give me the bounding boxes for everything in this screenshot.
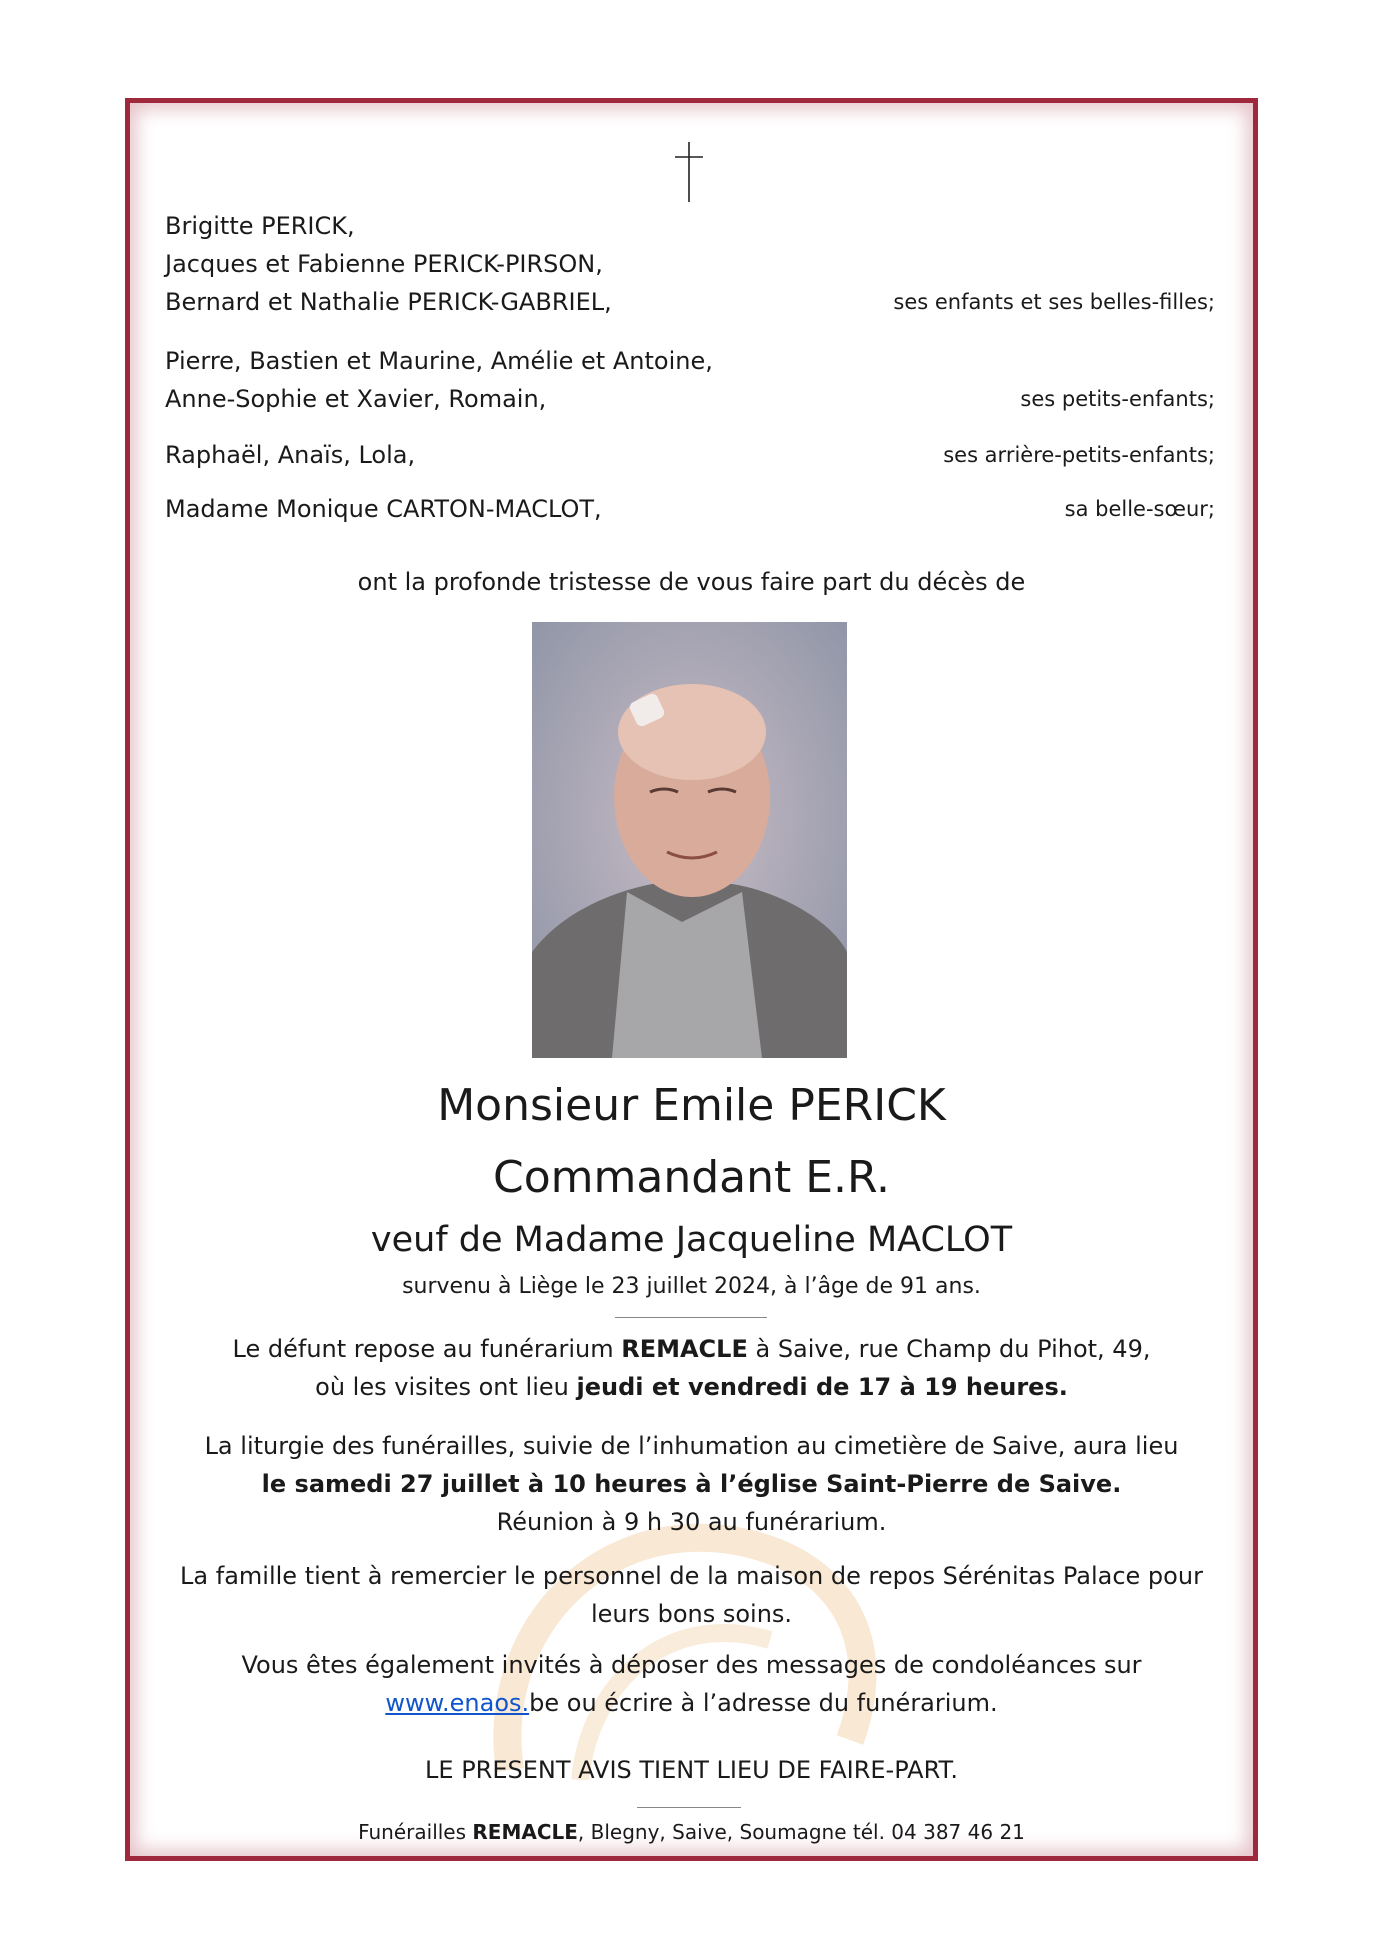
- liturgy-text: La liturgie des funérailles, suivie de l’inhumation au cimetière de Saive, aura lieu: [204, 1432, 1179, 1460]
- footer-text: Funérailles: [358, 1820, 473, 1844]
- family-name: Anne-Sophie et Xavier, Romain,: [165, 385, 547, 413]
- family-group-sister-in-law: [165, 490, 1215, 528]
- liturgy-paragraph: [125, 1427, 1258, 1541]
- deceased-title: Commandant E.R.: [492, 1152, 890, 1203]
- funeral-home-name: REMACLE: [621, 1335, 748, 1363]
- liturgy-date: samedi 27 juillet à 10 heures à l’église Saint-Pierre de Saive.: [294, 1470, 1122, 1498]
- family-name: Raphaël, Anaïs, Lola,: [165, 441, 416, 469]
- widow-of: veuf de Madame Jacqueline MACLOT: [370, 1220, 1013, 1260]
- thanks-text: La famille tient à remercier le personnel de la maison de repos Sérénitas Palace pour: [180, 1562, 1203, 1590]
- announcement-intro: ont la profonde tristesse de vous faire part du décès de: [357, 568, 1026, 596]
- divider: [615, 1317, 767, 1318]
- condolences-text: Vous êtes également invités à déposer des messages de condoléances sur: [241, 1651, 1142, 1679]
- repose-paragraph: [125, 1330, 1258, 1406]
- family-group-grandchildren: [165, 342, 1215, 418]
- thanks-paragraph: [125, 1557, 1258, 1633]
- notice-text: LE PRESENT AVIS TIENT LIEU DE FAIRE-PART.: [425, 1756, 958, 1784]
- meeting-text: Réunion à 9 h 30 au funérarium.: [496, 1508, 887, 1536]
- footer-contact: , Blegny, Saive, Soumagne tél. 04 387 46 21: [577, 1820, 1025, 1844]
- cross-icon: [671, 140, 707, 204]
- family-name: Madame Monique CARTON-MACLOT,: [165, 495, 602, 523]
- death-details: survenu à Liège le 23 juillet 2024, à l’âge de 91 ans.: [402, 1274, 981, 1299]
- divider: [637, 1807, 741, 1808]
- condolences-text: be ou écrire à l’adresse du funérarium.: [529, 1689, 998, 1717]
- deceased-name: Monsieur Emile PERICK: [437, 1080, 946, 1131]
- deceased-portrait-photo: [532, 622, 847, 1058]
- liturgy-le: le: [261, 1470, 295, 1498]
- family-group-children: [165, 207, 1215, 321]
- family-name: Bernard et Nathalie PERICK-GABRIEL,: [165, 288, 612, 316]
- family-name: Pierre, Bastien et Maurine, Amélie et Antoine,: [165, 347, 713, 375]
- family-relation: sa belle-sœur;: [1064, 497, 1215, 521]
- family-group-great-grandchildren: [165, 436, 1215, 474]
- family-relation: ses arrière-petits-enfants;: [943, 443, 1215, 467]
- footer: [125, 1817, 1258, 1847]
- family-name: Jacques et Fabienne PERICK-PIRSON,: [165, 250, 603, 278]
- repose-text: Le défunt repose au funérarium: [232, 1335, 622, 1363]
- footer-funeral-home: REMACLE: [472, 1820, 578, 1844]
- repose-address: à Saive, rue Champ du Pihot, 49,: [747, 1335, 1151, 1363]
- visits-text: où les visites ont lieu: [315, 1373, 577, 1401]
- family-relation: ses enfants et ses belles-filles;: [893, 290, 1215, 314]
- family-name: Brigitte PERICK,: [165, 212, 355, 240]
- family-relation: ses petits-enfants;: [1020, 387, 1215, 411]
- thanks-text: leurs bons soins.: [590, 1600, 793, 1628]
- enaos-link[interactable]: www.enaos.: [385, 1689, 530, 1717]
- visits-schedule: jeudi et vendredi de 17 à 19 heures.: [576, 1373, 1068, 1401]
- condolences-paragraph: [125, 1646, 1258, 1722]
